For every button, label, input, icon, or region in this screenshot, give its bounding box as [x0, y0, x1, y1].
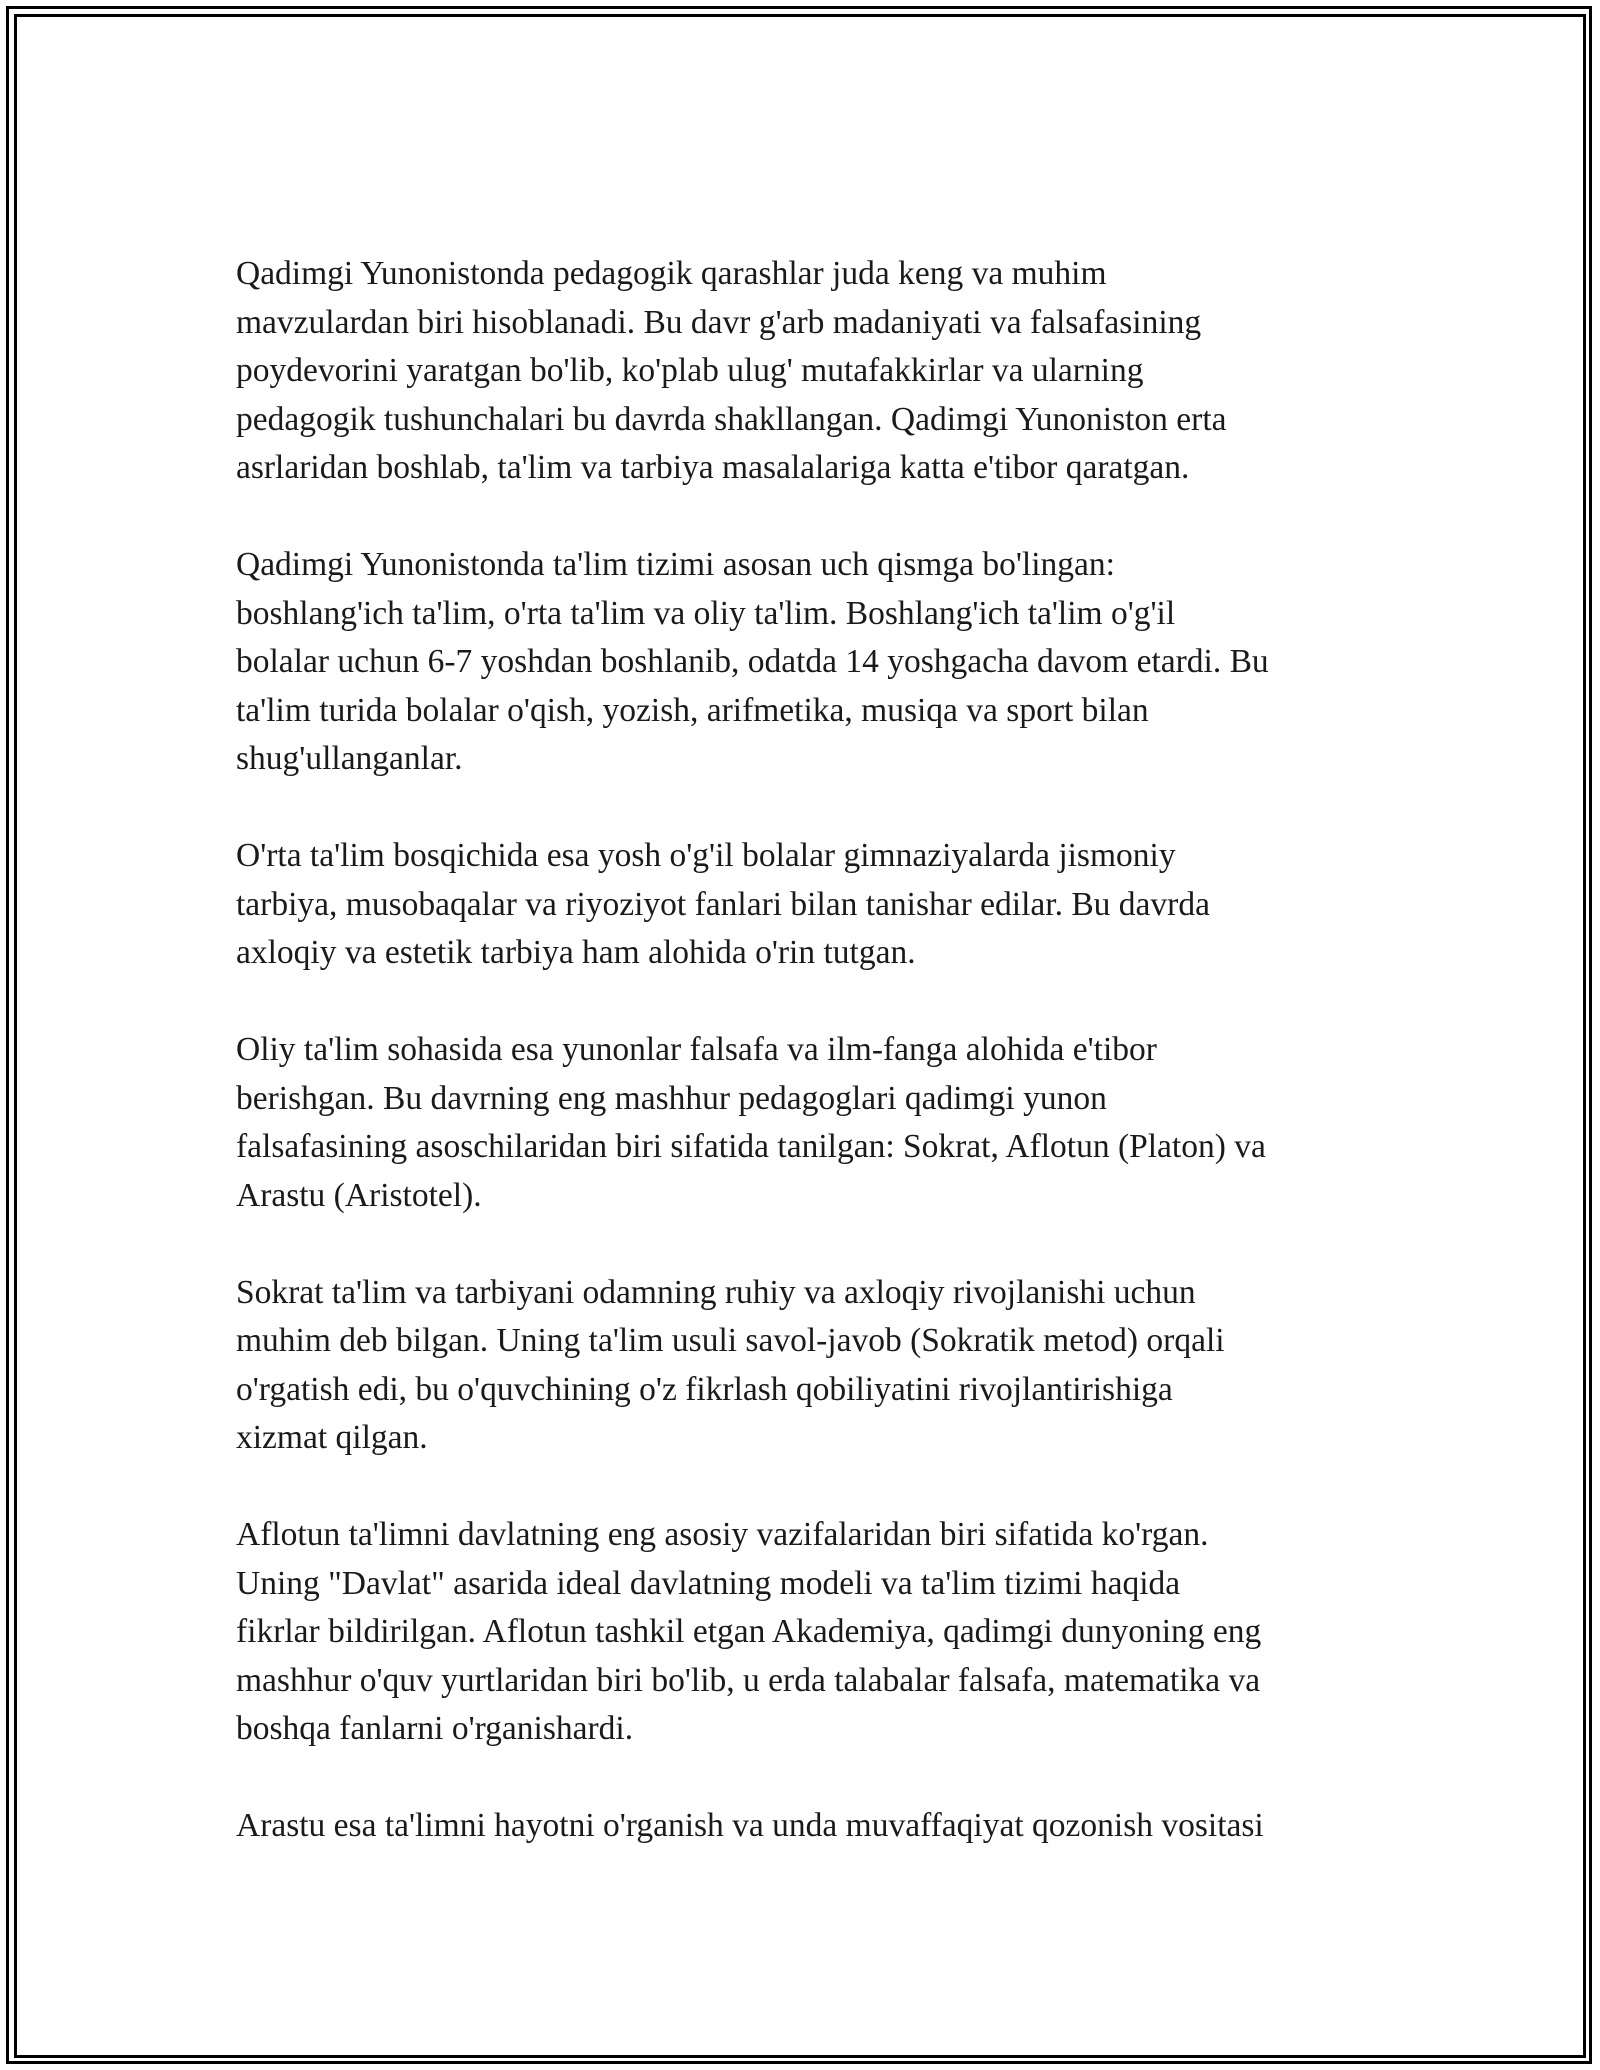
text-line: Uning "Davlat" asarida ideal davlatning modeli va ta'lim tizimi haqida [236, 1564, 1181, 1602]
paragraph-intro [236, 250, 1376, 493]
text-line: Sokrat ta'lim va tarbiyani odamning ruhiy va axloqiy rivojlanishi uchun [236, 1273, 1196, 1311]
text-line: axloqiy va estetik tarbiya ham alohida o'rin tutgan. [236, 934, 916, 971]
text-line: o'rgatish edi, bu o'quvchining o'z fikrlash qobiliyatini rivojlantirishiga [236, 1370, 1173, 1408]
text-line: O'rta ta'lim bosqichida esa yosh o'g'il bolalar gimnaziyalarda jismoniy [236, 837, 1176, 874]
text-line: boshqa fanlarni o'rganishardi. [236, 1710, 634, 1747]
text-line: Arastu (Aristotel). [236, 1176, 482, 1214]
paragraph-arastu [236, 1802, 1376, 1851]
paragraph-secondary-education [236, 832, 1376, 978]
paragraph-education-system [236, 541, 1376, 784]
text-line: Arastu esa ta'limni hayotni o'rganish va unda muvaffaqiyat qozonish vositasi [236, 1807, 1264, 1844]
text-line: mavzulardan biri hisoblanadi. Bu davr g'arb madaniyati va falsafasining [236, 303, 1202, 341]
text-line: falsafasining asoschilaridan biri sifatida tanilgan: Sokrat, Aflotun (Platon) va [236, 1128, 1266, 1165]
text-line: berishgan. Bu davrning eng mashhur pedagoglari qadimgi yunon [236, 1079, 1107, 1117]
text-line: tarbiya, musobaqalar va riyoziyot fanlari bilan tanishar edilar. Bu davrda [236, 885, 1210, 923]
paragraph-higher-education [236, 1026, 1376, 1220]
text-line: poydevorini yaratgan bo'lib, ko'plab ulug' mutafakkirlar va ularning [236, 352, 1144, 389]
text-line: Oliy ta'lim sohasida esa yunonlar falsafa va ilm-fanga alohida e'tibor [236, 1031, 1157, 1068]
text-line: boshlang'ich ta'lim, o'rta ta'lim va oliy ta'lim. Boshlang'ich ta'lim o'g'il [236, 594, 1176, 632]
text-line: shug'ullanganlar. [236, 740, 463, 777]
text-line: pedagogik tushunchalari bu davrda shakllangan. Qadimgi Yunoniston erta [236, 400, 1227, 438]
text-line: Qadimgi Yunonistonda ta'lim tizimi asosan uch qismga bo'lingan: [236, 546, 1115, 583]
text-line: Qadimgi Yunonistonda pedagogik qarashlar juda keng va muhim [236, 255, 1107, 292]
text-line: fikrlar bildirilgan. Aflotun tashkil etgan Akademiya, qadimgi dunyoning eng [236, 1613, 1262, 1650]
text-line: xizmat qilgan. [236, 1419, 428, 1456]
text-line: muhim deb bilgan. Uning ta'lim usuli savol-javob (Sokratik metod) orqali [236, 1322, 1225, 1359]
text-line: bolalar uchun 6-7 yoshdan boshlanib, odatda 14 yoshgacha davom etardi. Bu [236, 643, 1269, 680]
text-line: ta'lim turida bolalar o'qish, yozish, arifmetika, musiqa va sport bilan [236, 691, 1149, 729]
document-body [236, 250, 1376, 1899]
text-line: mashhur o'quv yurtlaridan biri bo'lib, u erda talabalar falsafa, matematika va [236, 1661, 1261, 1699]
paragraph-aflotun [236, 1511, 1376, 1754]
text-line: Aflotun ta'limni davlatning eng asosiy vazifalaridan biri sifatida ko'rgan. [236, 1516, 1209, 1553]
text-line: asrlaridan boshlab, ta'lim va tarbiya masalalariga katta e'tibor qaratgan. [236, 449, 1190, 486]
paragraph-sokrat [236, 1269, 1376, 1463]
